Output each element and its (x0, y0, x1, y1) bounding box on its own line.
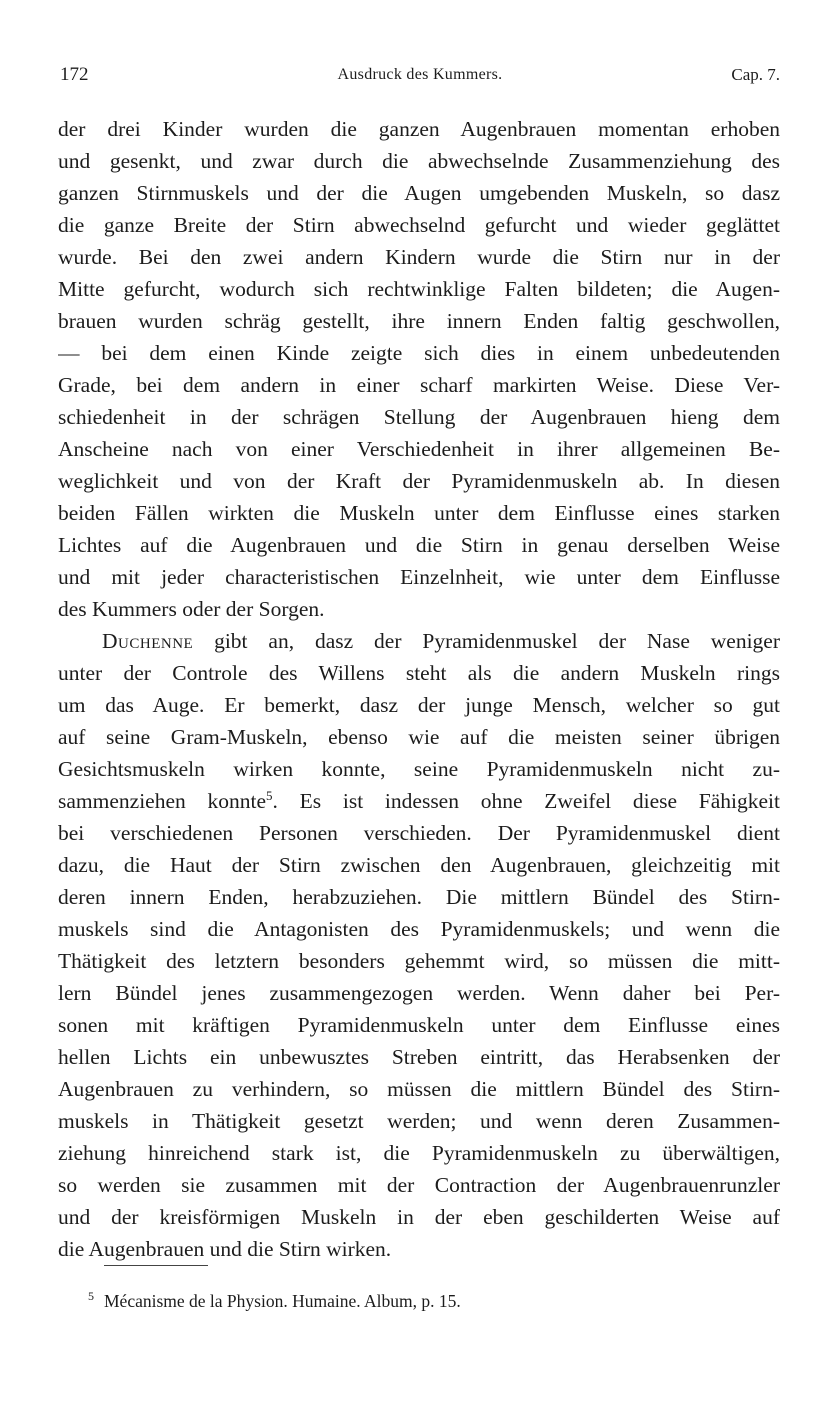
text-line: des Kummers oder der Sorgen. (58, 597, 325, 621)
text-line: bei verschiedenen Personen verschieden. Der Pyramidenmuskel dient (58, 821, 780, 845)
text-line: Thätigkeit des letztern besonders gehemmt wird, so müssen die mitt- (58, 949, 780, 973)
text-line: und mit jeder characteristischen Einzelnheit, wie unter dem Einflusse (58, 565, 780, 589)
text-line: lern Bündel jenes zusammengezogen werden. Wenn daher bei Per- (58, 981, 780, 1005)
text-line: dazu, die Haut der Stirn zwischen den Augenbrauen, gleichzeitig mit (58, 853, 780, 877)
text-line: ziehung hinreichend stark ist, die Pyramidenmuskeln zu überwältigen, (58, 1141, 780, 1165)
text-line: Augenbrauen zu verhindern, so müssen die mittlern Bündel des Stirn- (58, 1077, 780, 1101)
page-number: 172 (60, 64, 89, 85)
text-line: weglichkeit und von der Kraft der Pyramidenmuskeln ab. In diesen (58, 469, 780, 493)
body-text (58, 113, 780, 1265)
text-line: der drei Kinder wurden die ganzen Augenbrauen momentan erhoben (58, 117, 780, 141)
text-line: und gesenkt, und zwar durch die abwechselnde Zusammenziehung des (58, 149, 780, 173)
text-line: und der kreisförmigen Muskeln in der eben geschilderten Weise auf (58, 1205, 780, 1229)
footnote-marker: 5 (88, 1289, 94, 1304)
text-line: die ganze Breite der Stirn abwechselnd gefurcht und wieder geglättet (58, 213, 780, 237)
text-line: auf seine Gram-Muskeln, ebenso wie auf die meisten seiner übrigen (58, 725, 780, 749)
text-fragment: sammenziehen konnte (58, 789, 267, 813)
text-line: um das Auge. Er bemerkt, dasz der junge Mensch, welcher so gut (58, 693, 780, 717)
text-line: hellen Lichts ein unbewusztes Streben eintritt, das Herabsenken der (58, 1045, 780, 1069)
text-fragment: gibt an, dasz der Pyramidenmuskel der Nase weniger (193, 629, 780, 653)
text-line: Gesichtsmuskeln wirken konnte, seine Pyramidenmuskeln nicht zu- (58, 757, 780, 781)
footnote-divider (104, 1265, 208, 1266)
text-line: wurde. Bei den zwei andern Kindern wurde die Stirn nur in der (58, 245, 780, 269)
running-title: Ausdruck des Kummers. (337, 66, 503, 83)
text-line: — bei dem einen Kinde zeigte sich dies in einem unbedeutenden (58, 341, 780, 365)
text-line: Mitte gefurcht, wodurch sich rechtwinklige Falten bildeten; die Augen- (58, 277, 780, 301)
author-name: Duchenne (102, 629, 194, 653)
text-line: muskels in Thätigkeit gesetzt werden; und wenn deren Zusammen- (58, 1109, 780, 1133)
paragraph-first-line (58, 625, 780, 657)
text-line: deren innern Enden, herabzuziehen. Die mittlern Bündel des Stirn- (58, 885, 780, 909)
footnote (88, 1289, 461, 1313)
text-line: Grade, bei dem andern in einer scharf markirten Weise. Diese Ver- (58, 373, 780, 397)
text-line: brauen wurden schräg gestellt, ihre innern Enden faltig geschwollen, (58, 309, 780, 333)
text-line: beiden Fällen wirkten die Muskeln unter dem Einflusse eines starken (58, 501, 780, 525)
text-line: muskels sind die Antagonisten des Pyramidenmuskels; und wenn die (58, 917, 780, 941)
text-line: unter der Controle des Willens steht als die andern Muskeln rings (58, 661, 780, 685)
footnote-text: Mécanisme de la Physion. Humaine. Album, p. 15. (104, 1291, 461, 1311)
text-line: so werden sie zusammen mit der Contraction der Augenbrauenrunzler (58, 1173, 780, 1197)
text-line: die Augenbrauen und die Stirn wirken. (58, 1237, 392, 1261)
running-header (60, 62, 780, 88)
text-line: sonen mit kräftigen Pyramidenmuskeln unter dem Einflusse eines (58, 1013, 780, 1037)
text-line: ganzen Stirnmuskels und der die Augen umgebenden Muskeln, so dasz (58, 181, 780, 205)
text-line: Lichtes auf die Augenbrauen und die Stirn in genau derselben Weise (58, 533, 780, 557)
text-fragment: . Es ist indessen ohne Zweifel diese Fähigkeit (272, 789, 780, 813)
chapter-label: Cap. 7. (731, 65, 780, 84)
text-line-with-footnote (58, 785, 780, 817)
text-line: Anscheine nach von einer Verschiedenheit in ihrer allgemeinen Be- (58, 437, 780, 461)
text-line: schiedenheit in der schrägen Stellung der Augenbrauen hieng dem (58, 405, 780, 429)
footnote-reference[interactable]: 5 (266, 787, 273, 803)
